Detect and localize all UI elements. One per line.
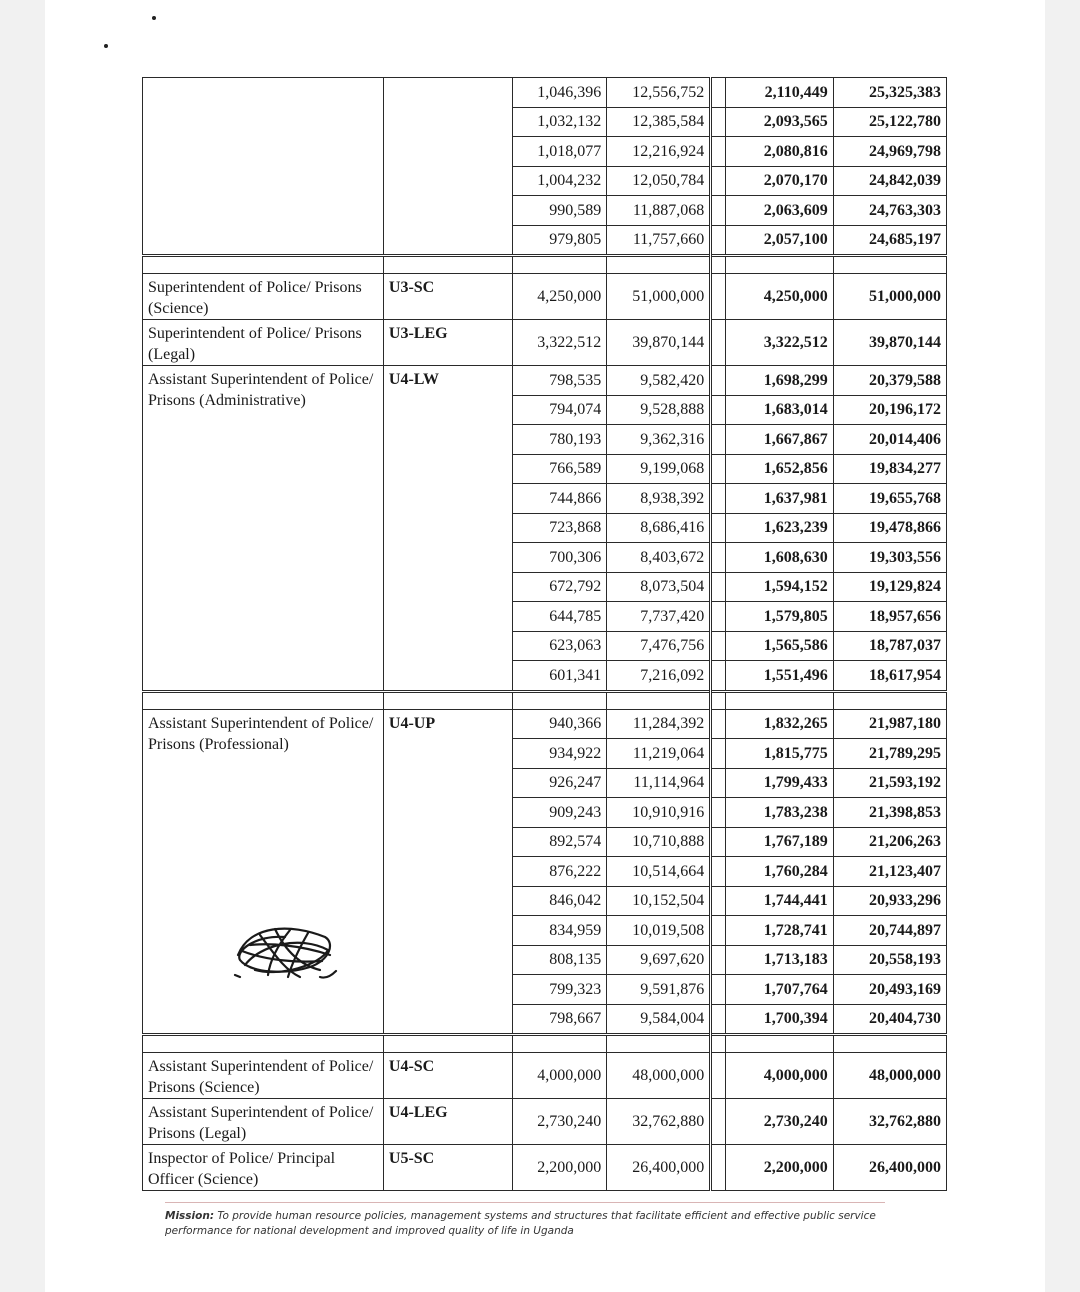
new-annual-salary: 19,303,556 (833, 543, 946, 573)
new-annual-salary: 25,122,780 (833, 107, 946, 137)
current-monthly-salary: 623,063 (512, 631, 607, 661)
new-monthly-salary: 1,667,867 (725, 425, 833, 455)
current-annual-salary: 48,000,000 (607, 1053, 711, 1099)
current-annual-salary: 26,400,000 (607, 1145, 711, 1191)
column-divider (711, 78, 725, 108)
new-annual-salary: 20,404,730 (833, 1004, 946, 1035)
current-annual-salary: 8,073,504 (607, 572, 711, 602)
new-monthly-salary: 1,728,741 (725, 916, 833, 946)
salary-scale-code: U3-SC (383, 274, 512, 320)
current-annual-salary: 10,019,508 (607, 916, 711, 946)
current-monthly-salary: 979,805 (512, 225, 607, 256)
new-monthly-salary: 1,832,265 (725, 709, 833, 739)
current-monthly-salary: 808,135 (512, 945, 607, 975)
current-monthly-salary: 644,785 (512, 602, 607, 632)
table-row (143, 78, 947, 108)
new-monthly-salary: 2,080,816 (725, 137, 833, 167)
table-row (143, 320, 947, 366)
salary-scale-code: U3-LEG (383, 320, 512, 366)
new-monthly-salary: 1,799,433 (725, 768, 833, 798)
new-monthly-salary: 1,698,299 (725, 366, 833, 396)
group-separator (143, 691, 947, 709)
new-monthly-salary: 1,594,152 (725, 572, 833, 602)
column-divider (711, 1053, 725, 1099)
current-monthly-salary: 601,341 (512, 661, 607, 692)
column-divider (711, 107, 725, 137)
column-divider (711, 602, 725, 632)
column-divider (711, 975, 725, 1005)
column-divider (711, 196, 725, 226)
current-monthly-salary: 799,323 (512, 975, 607, 1005)
new-annual-salary: 21,789,295 (833, 739, 946, 769)
current-monthly-salary: 876,222 (512, 857, 607, 887)
column-divider (711, 798, 725, 828)
new-annual-salary: 19,129,824 (833, 572, 946, 602)
new-annual-salary: 48,000,000 (833, 1053, 946, 1099)
table-row (143, 274, 947, 320)
current-monthly-salary: 926,247 (512, 768, 607, 798)
new-monthly-salary: 1,623,239 (725, 513, 833, 543)
column-divider (711, 543, 725, 573)
current-monthly-salary: 723,868 (512, 513, 607, 543)
new-monthly-salary: 4,000,000 (725, 1053, 833, 1099)
column-divider (711, 709, 725, 739)
current-annual-salary: 11,219,064 (607, 739, 711, 769)
current-annual-salary: 11,284,392 (607, 709, 711, 739)
column-divider (711, 827, 725, 857)
current-monthly-salary: 909,243 (512, 798, 607, 828)
current-monthly-salary: 798,535 (512, 366, 607, 396)
new-annual-salary: 20,379,588 (833, 366, 946, 396)
new-monthly-salary: 1,700,394 (725, 1004, 833, 1035)
new-annual-salary: 19,834,277 (833, 454, 946, 484)
column-divider (711, 886, 725, 916)
current-annual-salary: 10,514,664 (607, 857, 711, 887)
current-monthly-salary: 672,792 (512, 572, 607, 602)
new-monthly-salary: 1,783,238 (725, 798, 833, 828)
new-monthly-salary: 1,652,856 (725, 454, 833, 484)
column-divider (711, 366, 725, 396)
current-annual-salary: 7,737,420 (607, 602, 711, 632)
new-annual-salary: 19,478,866 (833, 513, 946, 543)
new-annual-salary: 21,398,853 (833, 798, 946, 828)
new-annual-salary: 25,325,383 (833, 78, 946, 108)
new-annual-salary: 19,655,768 (833, 484, 946, 514)
column-divider (711, 513, 725, 543)
new-monthly-salary: 2,063,609 (725, 196, 833, 226)
new-annual-salary: 20,196,172 (833, 395, 946, 425)
new-annual-salary: 24,763,303 (833, 196, 946, 226)
new-annual-salary: 21,593,192 (833, 768, 946, 798)
new-annual-salary: 21,123,407 (833, 857, 946, 887)
column-divider (711, 274, 725, 320)
current-monthly-salary: 1,032,132 (512, 107, 607, 137)
current-annual-salary: 39,870,144 (607, 320, 711, 366)
current-monthly-salary: 744,866 (512, 484, 607, 514)
column-divider (711, 166, 725, 196)
new-annual-salary: 20,933,296 (833, 886, 946, 916)
new-monthly-salary: 1,683,014 (725, 395, 833, 425)
column-divider (711, 631, 725, 661)
current-monthly-salary: 766,589 (512, 454, 607, 484)
footer-rule (165, 1202, 885, 1203)
post-title: Assistant Superintendent of Police/ Prisons (Professional) (143, 709, 384, 1035)
current-annual-salary: 51,000,000 (607, 274, 711, 320)
mission-text: To provide human resource policies, management systems and structures that facilitate efficient and effective public service performance for national development and improved quality of life in Uganda (165, 1210, 876, 1237)
post-title: Assistant Superintendent of Police/ Prisons (Legal) (143, 1099, 384, 1145)
current-annual-salary: 11,887,068 (607, 196, 711, 226)
post-title: Assistant Superintendent of Police/ Prisons (Science) (143, 1053, 384, 1099)
current-annual-salary: 9,591,876 (607, 975, 711, 1005)
new-monthly-salary: 1,713,183 (725, 945, 833, 975)
post-title: Superintendent of Police/ Prisons (Science) (143, 274, 384, 320)
new-monthly-salary: 2,730,240 (725, 1099, 833, 1145)
current-annual-salary: 10,910,916 (607, 798, 711, 828)
column-divider (711, 661, 725, 692)
salary-scale-code: U4-SC (383, 1053, 512, 1099)
column-divider (711, 1099, 725, 1145)
current-monthly-salary: 940,366 (512, 709, 607, 739)
table-row (143, 366, 947, 396)
current-annual-salary: 8,938,392 (607, 484, 711, 514)
current-monthly-salary: 3,322,512 (512, 320, 607, 366)
column-divider (711, 739, 725, 769)
column-divider (711, 454, 725, 484)
new-annual-salary: 20,744,897 (833, 916, 946, 946)
current-monthly-salary: 4,250,000 (512, 274, 607, 320)
current-monthly-salary: 1,018,077 (512, 137, 607, 167)
new-annual-salary: 18,617,954 (833, 661, 946, 692)
new-annual-salary: 20,493,169 (833, 975, 946, 1005)
current-annual-salary: 9,362,316 (607, 425, 711, 455)
current-monthly-salary: 990,589 (512, 196, 607, 226)
new-monthly-salary: 1,744,441 (725, 886, 833, 916)
salary-scale-code: U4-UP (383, 709, 512, 1035)
new-monthly-salary: 1,565,586 (725, 631, 833, 661)
current-annual-salary: 8,403,672 (607, 543, 711, 573)
new-annual-salary: 24,685,197 (833, 225, 946, 256)
table-row (143, 1099, 947, 1145)
group-separator (143, 256, 947, 274)
new-annual-salary: 21,987,180 (833, 709, 946, 739)
post-title: Assistant Superintendent of Police/ Prisons (Administrative) (143, 366, 384, 692)
current-annual-salary: 8,686,416 (607, 513, 711, 543)
group-separator (143, 1035, 947, 1053)
current-annual-salary: 12,050,784 (607, 166, 711, 196)
mission-label: Mission: (165, 1210, 215, 1222)
handwritten-signature (230, 915, 340, 985)
new-monthly-salary: 1,637,981 (725, 484, 833, 514)
current-monthly-salary: 934,922 (512, 739, 607, 769)
new-annual-salary: 26,400,000 (833, 1145, 946, 1191)
current-monthly-salary: 700,306 (512, 543, 607, 573)
post-title: Superintendent of Police/ Prisons (Legal) (143, 320, 384, 366)
post-title (143, 78, 384, 256)
column-divider (711, 425, 725, 455)
current-annual-salary: 9,584,004 (607, 1004, 711, 1035)
new-annual-salary: 21,206,263 (833, 827, 946, 857)
current-annual-salary: 9,528,888 (607, 395, 711, 425)
new-monthly-salary: 2,070,170 (725, 166, 833, 196)
scan-speck (152, 16, 156, 20)
salary-scale-code: U4-LW (383, 366, 512, 692)
salary-scale-code (383, 78, 512, 256)
new-monthly-salary: 1,551,496 (725, 661, 833, 692)
new-monthly-salary: 2,110,449 (725, 78, 833, 108)
salary-scale-code: U5-SC (383, 1145, 512, 1191)
new-annual-salary: 20,558,193 (833, 945, 946, 975)
current-monthly-salary: 4,000,000 (512, 1053, 607, 1099)
new-monthly-salary: 1,815,775 (725, 739, 833, 769)
new-annual-salary: 18,787,037 (833, 631, 946, 661)
current-monthly-salary: 1,046,396 (512, 78, 607, 108)
new-monthly-salary: 2,057,100 (725, 225, 833, 256)
column-divider (711, 137, 725, 167)
new-annual-salary: 51,000,000 (833, 274, 946, 320)
column-divider (711, 1004, 725, 1035)
column-divider (711, 572, 725, 602)
current-annual-salary: 32,762,880 (607, 1099, 711, 1145)
current-annual-salary: 7,476,756 (607, 631, 711, 661)
column-divider (711, 320, 725, 366)
current-monthly-salary: 794,074 (512, 395, 607, 425)
new-monthly-salary: 2,093,565 (725, 107, 833, 137)
new-monthly-salary: 1,707,764 (725, 975, 833, 1005)
column-divider (711, 916, 725, 946)
current-annual-salary: 12,216,924 (607, 137, 711, 167)
column-divider (711, 395, 725, 425)
column-divider (711, 857, 725, 887)
salary-scale-code: U4-LEG (383, 1099, 512, 1145)
new-monthly-salary: 1,760,284 (725, 857, 833, 887)
current-monthly-salary: 1,004,232 (512, 166, 607, 196)
new-monthly-salary: 2,200,000 (725, 1145, 833, 1191)
column-divider (711, 1145, 725, 1191)
column-divider (711, 945, 725, 975)
column-divider (711, 484, 725, 514)
current-monthly-salary: 780,193 (512, 425, 607, 455)
new-annual-salary: 39,870,144 (833, 320, 946, 366)
column-divider (711, 225, 725, 256)
new-monthly-salary: 1,579,805 (725, 602, 833, 632)
new-monthly-salary: 1,608,630 (725, 543, 833, 573)
current-annual-salary: 7,216,092 (607, 661, 711, 692)
current-annual-salary: 11,114,964 (607, 768, 711, 798)
current-annual-salary: 9,199,068 (607, 454, 711, 484)
current-annual-salary: 9,582,420 (607, 366, 711, 396)
post-title: Inspector of Police/ Principal Officer (Science) (143, 1145, 384, 1191)
new-monthly-salary: 1,767,189 (725, 827, 833, 857)
new-annual-salary: 32,762,880 (833, 1099, 946, 1145)
current-monthly-salary: 846,042 (512, 886, 607, 916)
current-annual-salary: 10,710,888 (607, 827, 711, 857)
new-monthly-salary: 3,322,512 (725, 320, 833, 366)
table-row (143, 709, 947, 739)
current-annual-salary: 12,385,584 (607, 107, 711, 137)
mission-footer (165, 1209, 885, 1239)
current-monthly-salary: 892,574 (512, 827, 607, 857)
current-monthly-salary: 798,667 (512, 1004, 607, 1035)
salary-scale-table (142, 77, 947, 1191)
column-divider (711, 768, 725, 798)
table-row (143, 1053, 947, 1099)
current-annual-salary: 11,757,660 (607, 225, 711, 256)
table-row (143, 1145, 947, 1191)
new-annual-salary: 20,014,406 (833, 425, 946, 455)
current-annual-salary: 12,556,752 (607, 78, 711, 108)
current-annual-salary: 9,697,620 (607, 945, 711, 975)
new-annual-salary: 18,957,656 (833, 602, 946, 632)
current-monthly-salary: 2,200,000 (512, 1145, 607, 1191)
current-monthly-salary: 2,730,240 (512, 1099, 607, 1145)
scan-speck (104, 44, 108, 48)
new-monthly-salary: 4,250,000 (725, 274, 833, 320)
new-annual-salary: 24,969,798 (833, 137, 946, 167)
current-annual-salary: 10,152,504 (607, 886, 711, 916)
current-monthly-salary: 834,959 (512, 916, 607, 946)
new-annual-salary: 24,842,039 (833, 166, 946, 196)
